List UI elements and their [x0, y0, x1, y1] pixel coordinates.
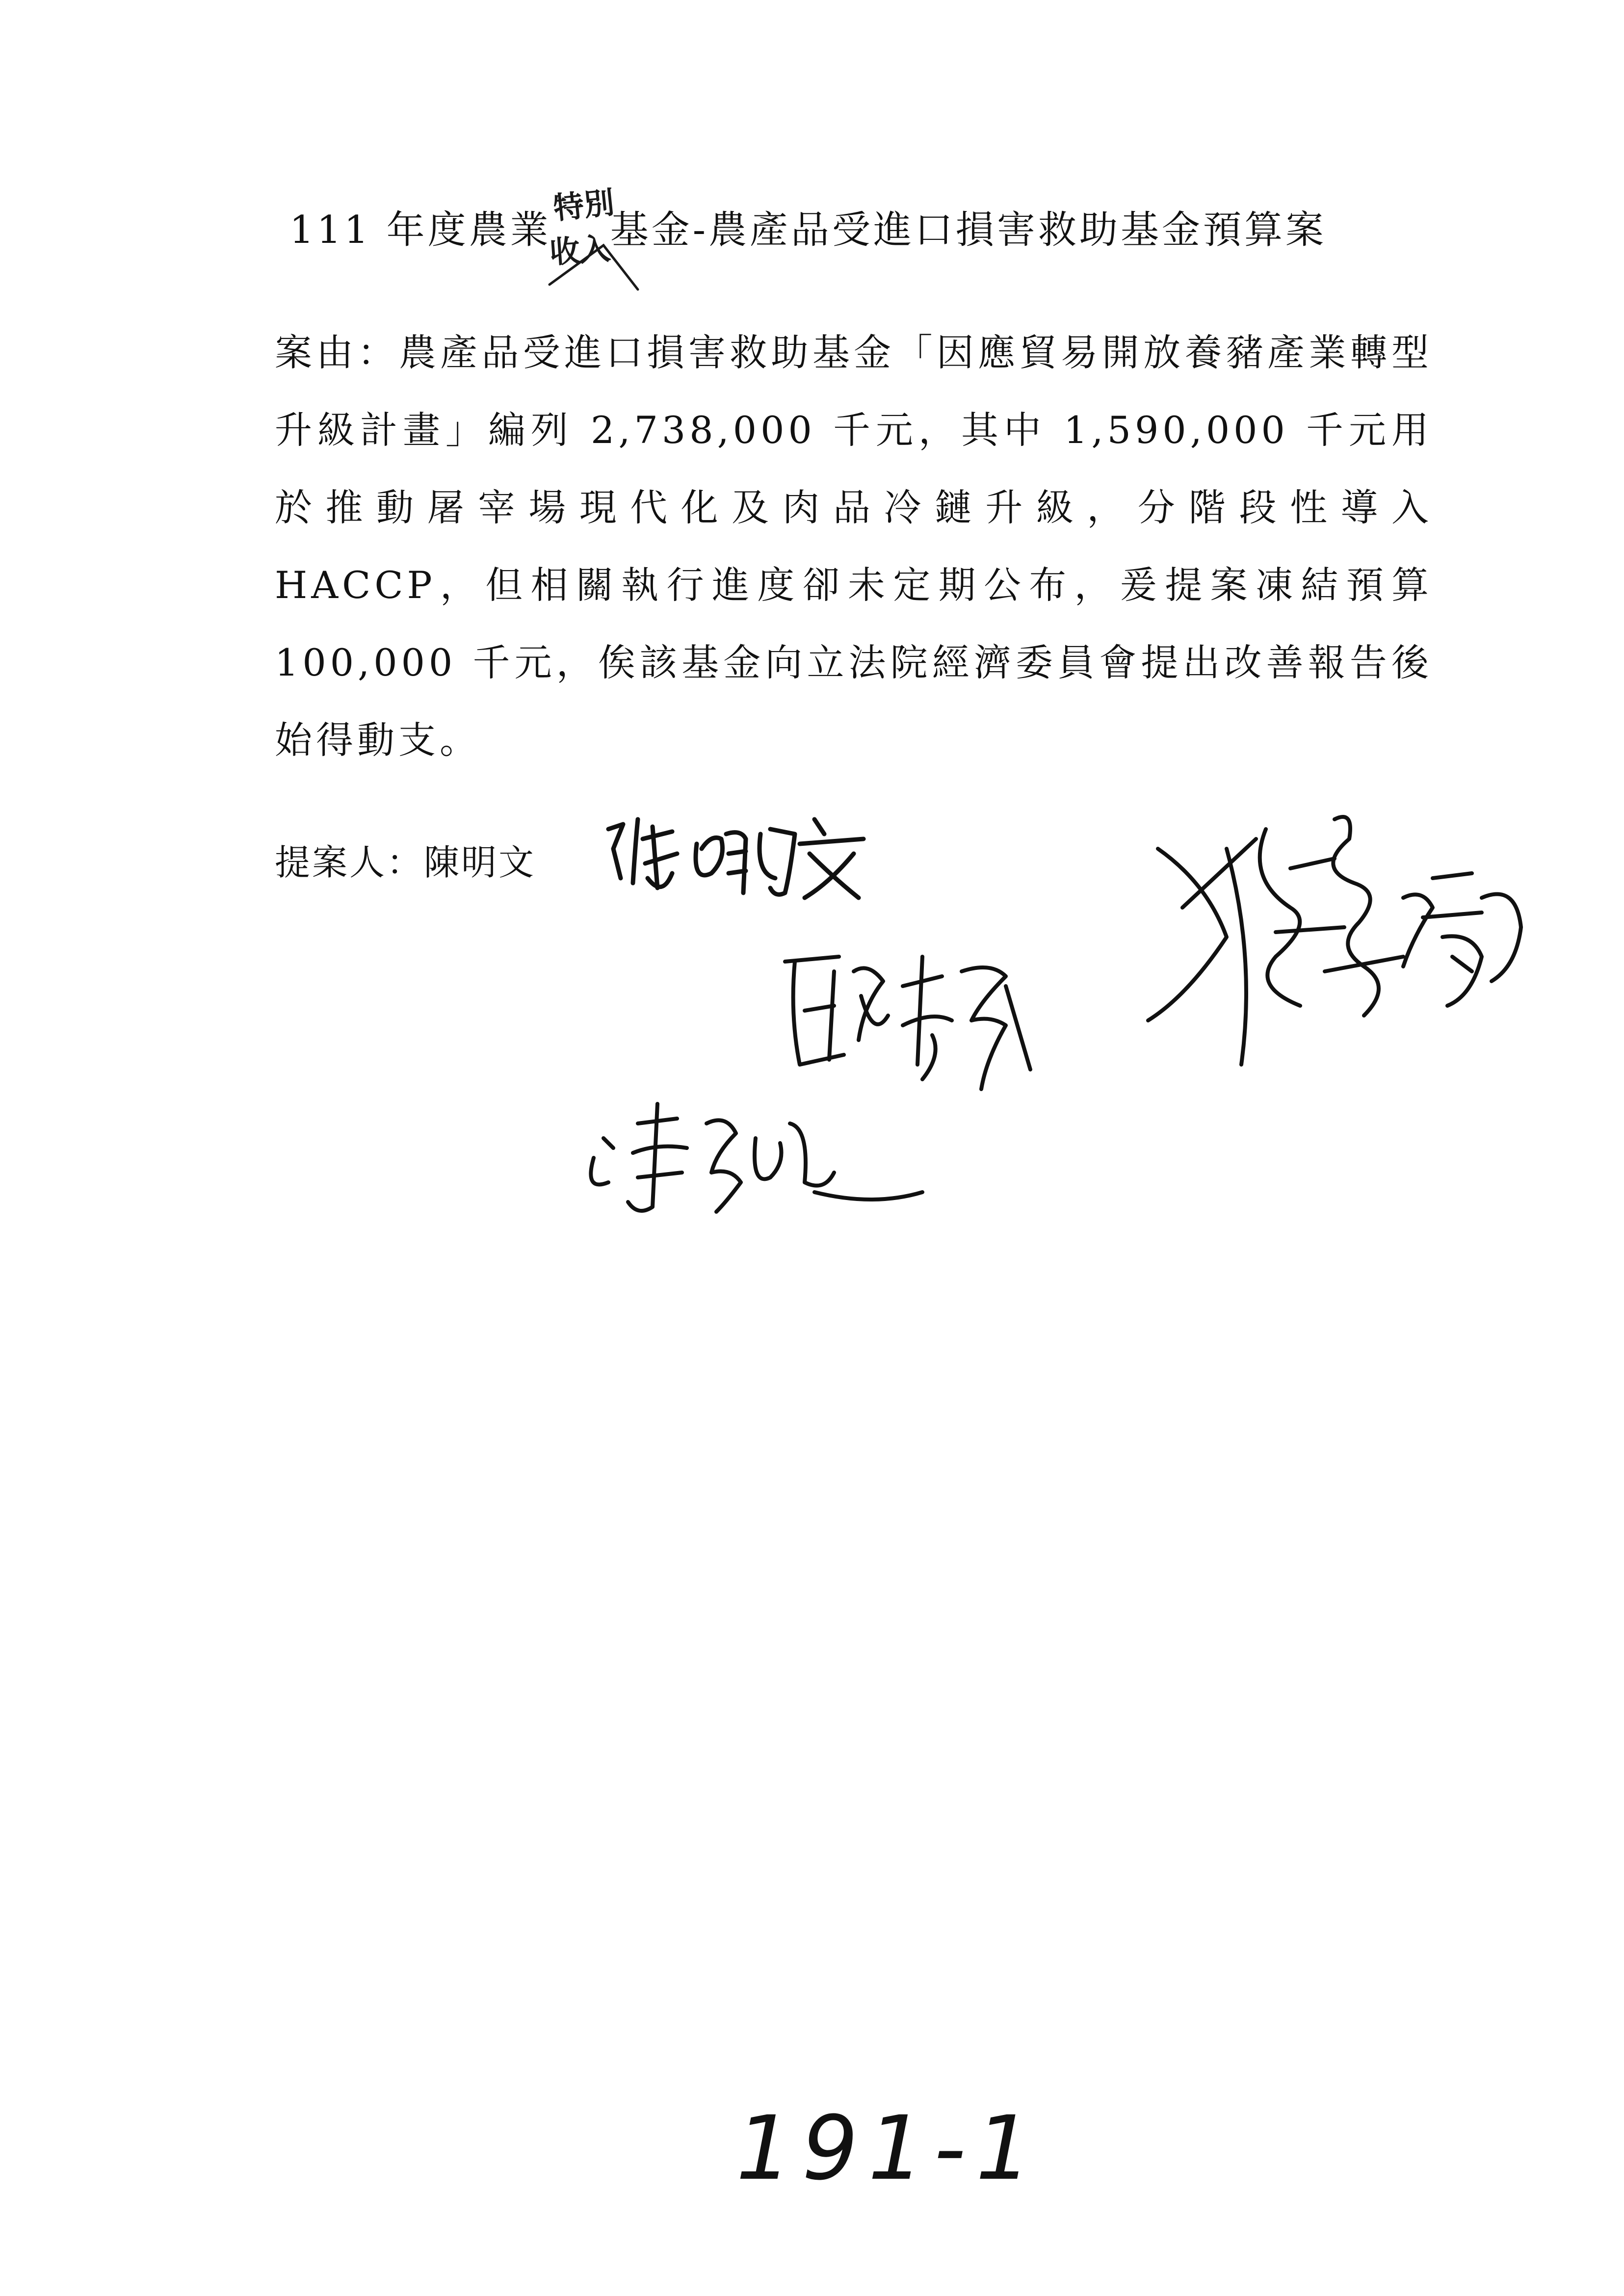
title-prefix: 111 年度農業 — [289, 208, 551, 252]
signature-4 — [579, 1094, 932, 1222]
insertion-line-2: 收入 — [548, 230, 612, 271]
page-number: 191-1 — [736, 2097, 1042, 2200]
signature-4-graphic — [579, 1094, 932, 1222]
signature-1-graphic — [599, 805, 873, 903]
signature-2-graphic — [775, 942, 1050, 1099]
insertion-line-1: 特別 — [551, 184, 616, 227]
signature-2 — [775, 942, 1050, 1099]
proposal-body: 案由：農產品受進口損害救助基金「因應貿易開放養豬產業轉型升級計畫」編列 2,738,000 千元，其中 1,590,000 千元用於推動屠宰場現代化及肉品冷鏈升級，分階段性導入 HACCP，但相關執行進度卻未定期公布，爰提案凍結預算 100,000 千元，俟該基金向立法院經濟委員會提出改善報告後始得動支。 — [275, 331, 1433, 762]
title-suffix: 基金-農產品受進口損害救助基金預算案 — [610, 208, 1327, 252]
signature-1 — [599, 805, 873, 903]
handwritten-insertion — [545, 186, 643, 294]
proposer-label: 提案人：陳明文 — [275, 842, 536, 883]
signature-3-graphic — [1128, 809, 1531, 1084]
signature-3 — [1128, 809, 1531, 1084]
